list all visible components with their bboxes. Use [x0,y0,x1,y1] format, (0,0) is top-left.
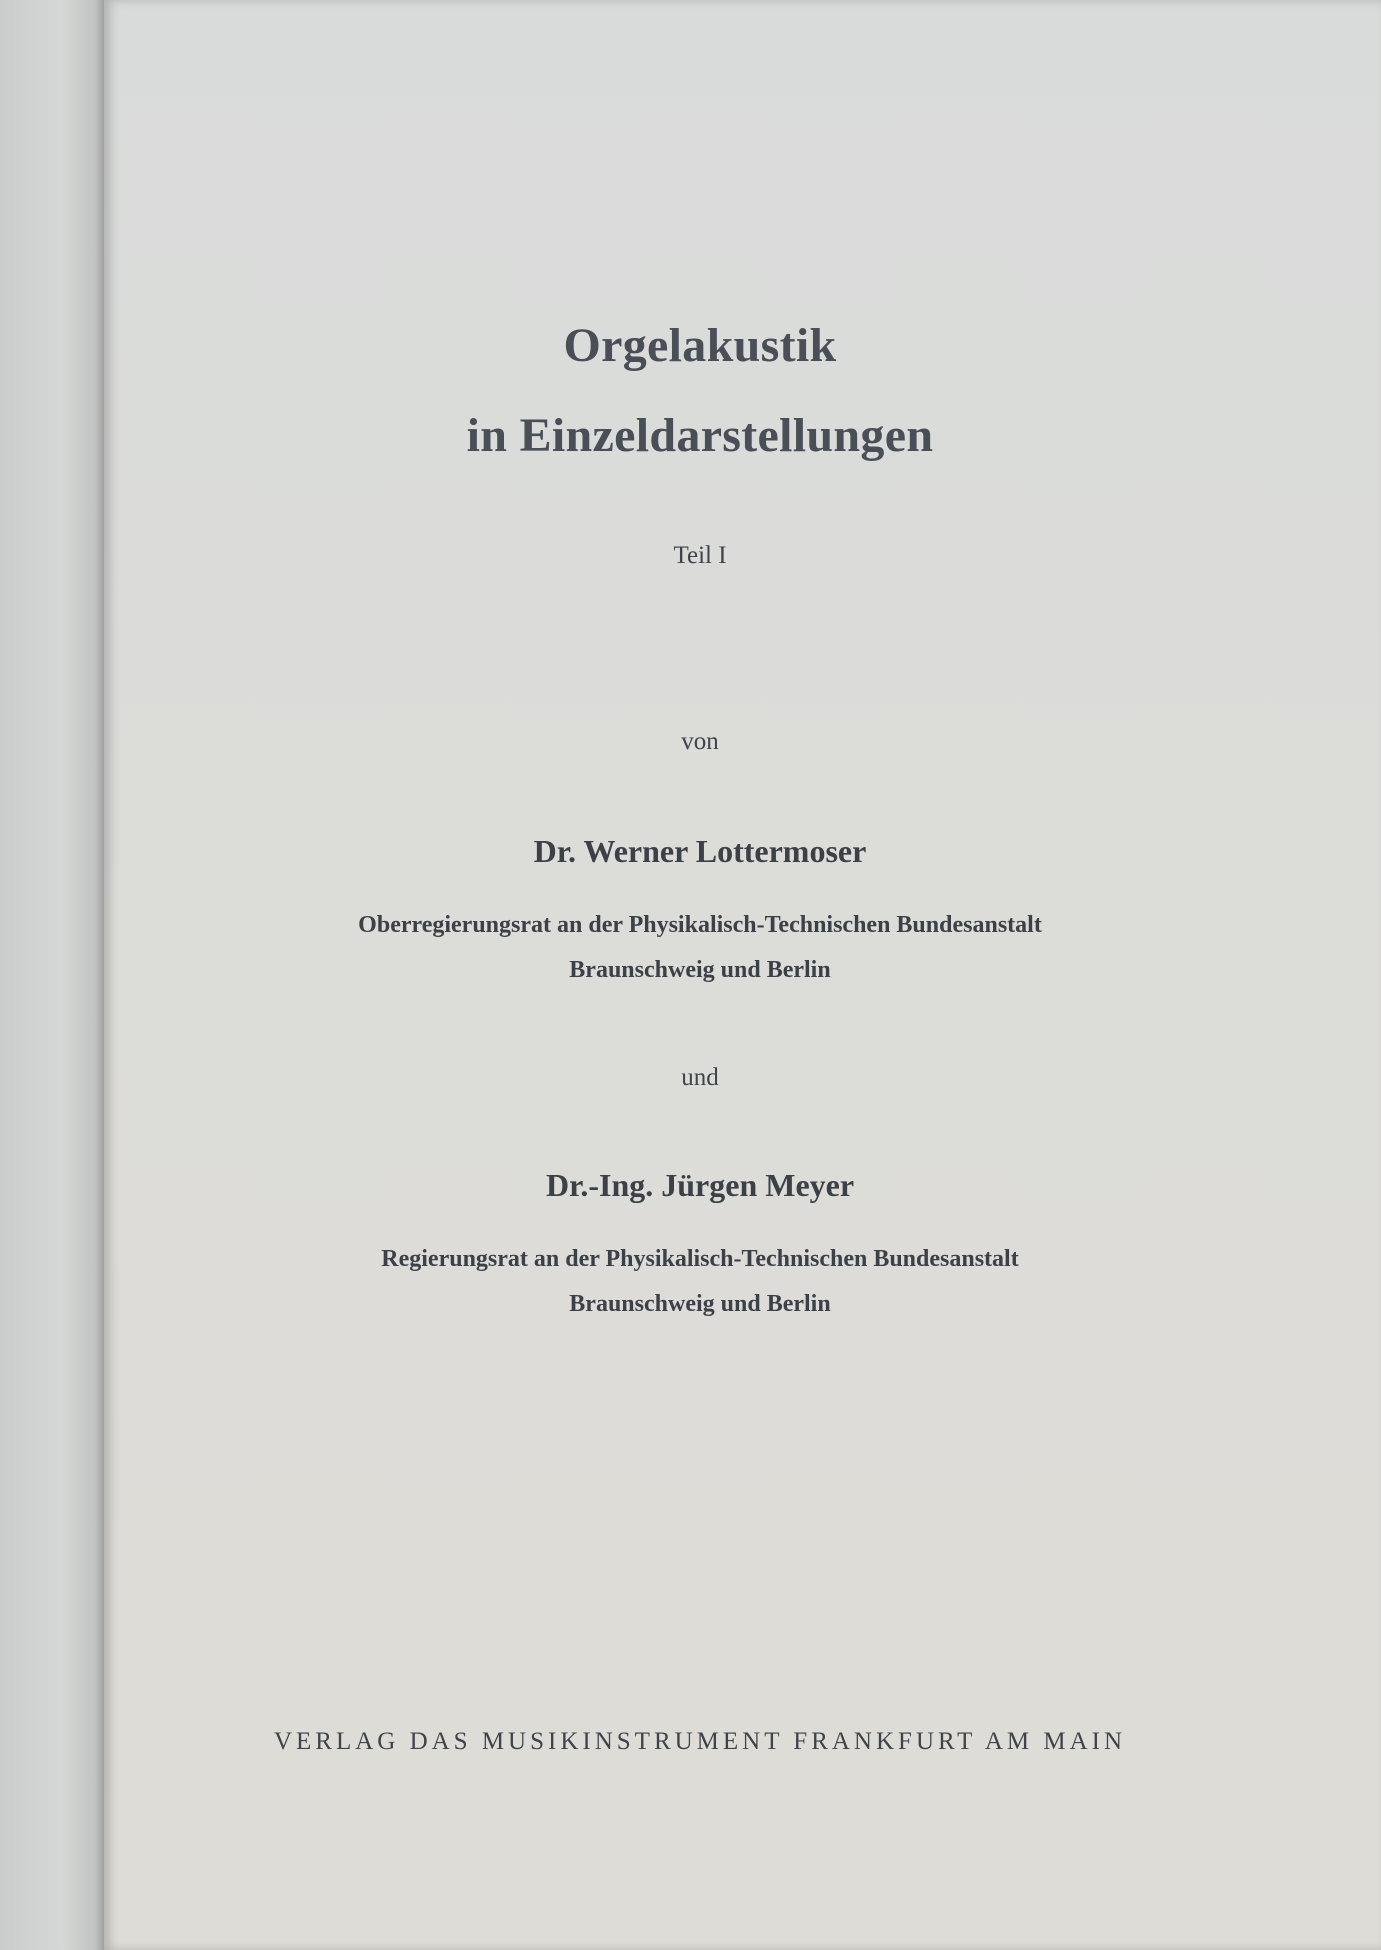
part-label: Teil I [673,542,727,569]
author-2-name: Dr.-Ing. Jürgen Meyer [545,1167,855,1203]
book-title-line-1: Orgelakustik [563,319,837,372]
author-1-location: Braunschweig und Berlin [569,957,831,983]
author-2-position: Regierungsrat an der Physikalisch-Technischen Bundesanstalt [381,1246,1019,1272]
book-title-line-2: in Einzeldarstellungen [466,409,934,462]
author-2-location: Braunschweig und Berlin [569,1291,831,1317]
and-label: und [681,1064,719,1091]
author-1-name: Dr. Werner Lottermoser [533,833,867,869]
by-label: von [681,728,719,755]
publisher-imprint: VERLAG DAS MUSIKINSTRUMENT FRANKFURT AM MAIN [273,1728,1127,1755]
author-1-position: Oberregierungsrat an der Physikalisch-Technischen Bundesanstalt [358,912,1042,938]
